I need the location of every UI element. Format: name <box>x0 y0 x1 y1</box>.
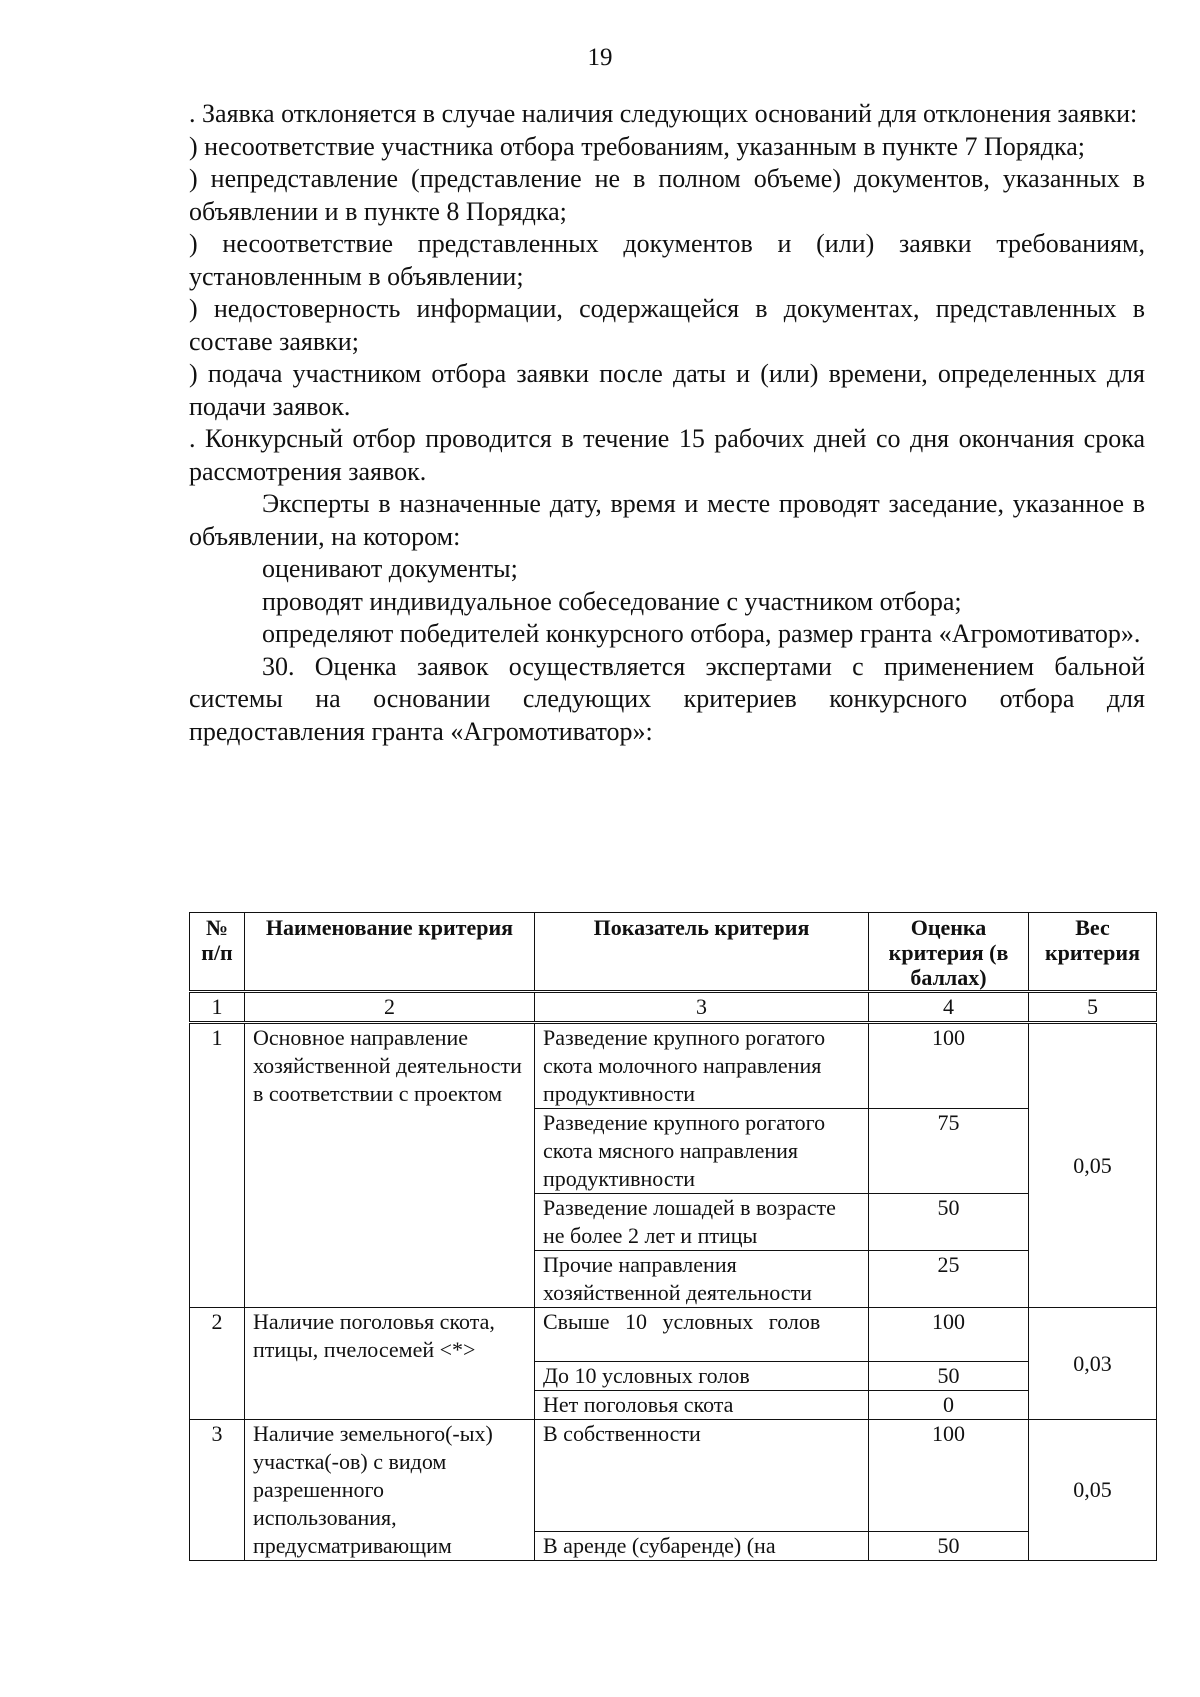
header-name: Наименование критерия <box>245 913 535 992</box>
list-item-c: ) несоответствие представленных документов и (или) заявки требованиям, установленным в объявлении; <box>189 229 1145 291</box>
criteria-table <box>189 912 1157 1561</box>
criterion-num: 3 <box>190 1420 245 1561</box>
list-item-e: ) подача участником отбора заявки после даты и (или) времени, определенных для подачи заявок. <box>189 359 1145 421</box>
criteria-table-wrap <box>189 912 1157 1561</box>
criterion-score: 50 <box>869 1194 1029 1251</box>
criterion-indicator: Свыше 10 условных голов <box>535 1308 869 1362</box>
criterion-score: 100 <box>869 1308 1029 1362</box>
criterion-score: 25 <box>869 1251 1029 1308</box>
criterion-indicator: Разведение крупного рогатого скота мясного направления продуктивности <box>535 1109 869 1194</box>
index-cell: 2 <box>245 992 535 1023</box>
header-weight: Вес критерия <box>1029 913 1157 992</box>
paragraph-rejection-grounds: . Заявка отклоняется в случае наличия следующих оснований для отклонения заявки: <box>189 99 1138 128</box>
index-cell: 3 <box>535 992 869 1023</box>
criterion-num: 1 <box>190 1023 245 1308</box>
index-cell: 5 <box>1029 992 1157 1023</box>
criterion-indicator: Разведение крупного рогатого скота молочного направления продуктивности <box>535 1023 869 1109</box>
criterion-indicator: Разведение лошадей в возрасте не более 2 лет и птицы <box>535 1194 869 1251</box>
criterion-name: Наличие земельного(-ых) участка(-ов) с видом разрешенного использования, предусматривающим <box>245 1420 535 1561</box>
criterion-score: 0 <box>869 1391 1029 1420</box>
paragraph-interview: проводят индивидуальное собеседование с участником отбора; <box>262 586 962 616</box>
criterion-score: 50 <box>869 1362 1029 1391</box>
paragraph-determine-winners: определяют победителей конкурсного отбора, размер гранта «Агромотиватор». <box>262 619 1141 648</box>
criterion-score: 75 <box>869 1109 1029 1194</box>
criterion-indicator: Нет поголовья скота <box>535 1391 869 1420</box>
paragraph-evaluate-docs: оценивают документы; <box>262 554 518 583</box>
list-item-d: ) недостоверность информации, содержащейся в документах, представленных в составе заявки; <box>189 294 1145 356</box>
criterion-indicator: Прочие направления хозяйственной деятельности <box>535 1251 869 1308</box>
criterion-num: 2 <box>190 1308 245 1420</box>
criterion-weight: 0,03 <box>1029 1308 1157 1420</box>
criterion-weight: 0,05 <box>1029 1023 1157 1308</box>
criterion-indicator: В собственности <box>535 1420 869 1532</box>
body-text <box>189 98 1145 748</box>
criterion-indicator: В аренде (субаренде) (на <box>535 1532 869 1561</box>
index-cell: 4 <box>869 992 1029 1023</box>
index-cell: 1 <box>190 992 245 1023</box>
paragraph-experts: Эксперты в назначенные дату, время и месте проводят заседание, указанное в объявлении, на котором: <box>189 489 1145 551</box>
criterion-weight: 0,05 <box>1029 1420 1157 1561</box>
criterion-score: 100 <box>869 1420 1029 1532</box>
paragraph-selection-period: . Конкурсный отбор проводится в течение 15 рабочих дней со дня окончания срока рассмотрения заявок. <box>189 424 1145 486</box>
header-score: Оценка критерия (в баллах) <box>869 913 1029 992</box>
criterion-name: Наличие поголовья скота, птицы, пчелосемей <*> <box>245 1308 535 1420</box>
header-indicator: Показатель критерия <box>535 913 869 992</box>
criterion-name: Основное направление хозяйственной деятельности в соответствии с проектом <box>245 1023 535 1308</box>
list-item-b: ) непредставление (представление не в полном объеме) документов, указанных в объявлении и в пункте 8 Порядка; <box>189 164 1145 226</box>
paragraph-30-evaluation: 30. Оценка заявок осуществляется экспертами с применением бальной системы на основании следующих критериев конкурсного отбора для предоставления гранта «Агромотиватор»: <box>189 651 1145 746</box>
header-num: № п/п <box>190 913 245 992</box>
criterion-score: 100 <box>869 1023 1029 1109</box>
page-number: 19 <box>587 44 613 71</box>
criterion-indicator: До 10 условных голов <box>535 1362 869 1391</box>
list-item-a: ) несоответствие участника отбора требованиям, указанным в пункте 7 Порядка; <box>189 131 1085 161</box>
criterion-score: 50 <box>869 1532 1029 1561</box>
